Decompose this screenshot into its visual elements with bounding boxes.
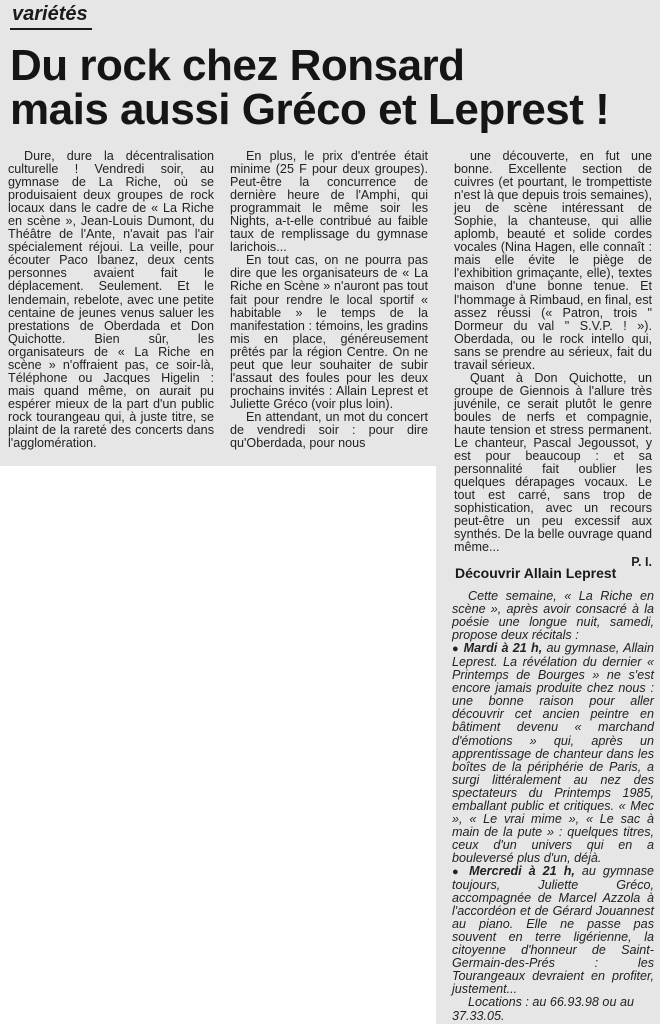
- headline: [10, 41, 656, 134]
- paragraph: En plus, le prix d'entrée était minime (25 F pour deux groupes). Peut-être la concurrence de dernière heure de l'Amphi, qui programmait le même soir les Nights, a-t-elle contribué au faible taux de remplissage du gymnase larichois...: [230, 149, 428, 255]
- item-text: au gymnase toujours, Juliette Gréco, accompagnée de Marcel Azzola à l'accordéon et de Gérard Jouannest au piano. Elle ne passe pas souvent en terre ligérienne, la citoyenne d'honneur de Saint-Germain-des-Prés : les Tourangeaux devraient en profiter, justement...: [452, 863, 655, 997]
- item-when: Mercredi à 21 h,: [469, 863, 575, 878]
- bullet-icon: ●: [452, 643, 460, 656]
- headline-line-1: Du rock chez Ronsard: [10, 41, 465, 90]
- paragraph: En attendant, un mot du concert de vendredi soir : pour dire qu'Oberdada, pour nous: [230, 409, 428, 451]
- item-text: au gymnase, Allain Leprest. La révélation du dernier « Printemps de Bourges » ne s'est encore jamais produite chez nous : une bonne raison pour aller découvrir cet ancien peintre en bâtiment devenu « marchand d'émotions » qui, après un apprentissage de chanteur dans les boîtes de la périphérie de Paris, a surgi littéralement au nez des spectateurs du Printemps 1985, emballant public et critiques. « Mec », « Le vrai mime », « Le sac à main de la pute » : quelques titres, ceux d'un univers qui en a bouleversé plus d'un, déjà.: [452, 641, 654, 865]
- sidebar-intro: Cette semaine, « La Riche en scène », après avoir consacré à la poésie une longue nuit, samedi, propose deux récitals :: [452, 589, 654, 643]
- sidebar-body: [452, 590, 654, 1023]
- sidebar-locations: Locations : au 66.93.98 ou au 37.33.05.: [452, 995, 634, 1023]
- sidebar-item-wednesday: [452, 865, 654, 996]
- paragraph: une découverte, en fut une bonne. Excellente section de cuivres (et pourtant, le trompettiste n'est là que depuis trois semaines), jeu de scène intéressant de Sophie, la chanteuse, qui allie aplomb, beauté et solide cordes vocales (Nina Hagen, elle connaît : mais elle évite le piège de l'exhibition grimaçante, elle), textes maison d'une bonne tenue. Et l'hommage à Rimbaud, en final, est assez réussi (« Patron, trois " Dormeur du val " S.V.P. ! »). Oberdada, ou le rock intello qui, sans se prendre au sérieux, fait du travail sérieux.: [454, 149, 652, 372]
- paragraph: En tout cas, on ne pourra pas dire que les organisateurs de « La Riche en Scène » n'auront pas tout fait pour rendre le local sportif « habitable » le temps de la manifestation : témoins, les gradins mis en place, généreusement prêtés par la région Centre. On ne peut que leur souhaiter de subir l'assaut des foules pour les deux prochains invités : Allain Leprest et Juliette Gréco (voir plus loin).: [230, 253, 428, 411]
- sidebar-title: Découvrir Allain Leprest: [455, 565, 617, 581]
- article-column-3: [454, 150, 652, 570]
- bullet-icon: ●: [452, 865, 463, 878]
- paragraph: Dure, dure la décentralisation culturelle ! Vendredi soir, au gymnase de La Riche, où se produisaient deux groupes de rock locaux dans le cadre de « La Riche en scène », Jean-Louis Dumont, du Théâtre de l'Ante, n'avait pas l'air spécialement réjoui. La veille, pour écouter Paco Ibanez, deux cents personnes avaient fait le déplacement. Seulement. Et le lendemain, rebelote, avec une petite centaine de jeunes venus saluer les prestations de Oberdada et Don Quichotte. Bien sûr, les organisateurs de « La Riche en scène » n'offraient pas, ce soir-là, Téléphone ou Jacques Higelin : mais quand même, on aurait pu espérer mieux de la part d'un public rock tourangeau qui, à juste titre, se plaint de la rareté des concerts dans l'agglomération.: [8, 149, 214, 451]
- article-column-1: [8, 150, 214, 450]
- item-when: Mardi à 21 h,: [463, 641, 543, 656]
- paragraph: Quant à Don Quichotte, un groupe de Giennois à l'allure très juvénile, ce serait plutôt le genre boules de nerfs et compagnie, haute tension et stress permanent. Le chanteur, Pascal Jegoussot, y est pour beaucoup : et sa personnalité fait oublier les quelques dérapages vocaux. Le tout est carré, sans trop de sophistication, avec un recours peut-être un peu excessif aux synthés. De la belle ouvrage quand même...: [454, 370, 652, 555]
- article-column-2: [230, 150, 428, 450]
- author-signature: P. I.: [631, 555, 652, 570]
- headline-line-2: mais aussi Gréco et Leprest !: [10, 85, 610, 134]
- sidebar-item-tuesday: [452, 642, 654, 865]
- section-rubric: variétés: [10, 3, 92, 30]
